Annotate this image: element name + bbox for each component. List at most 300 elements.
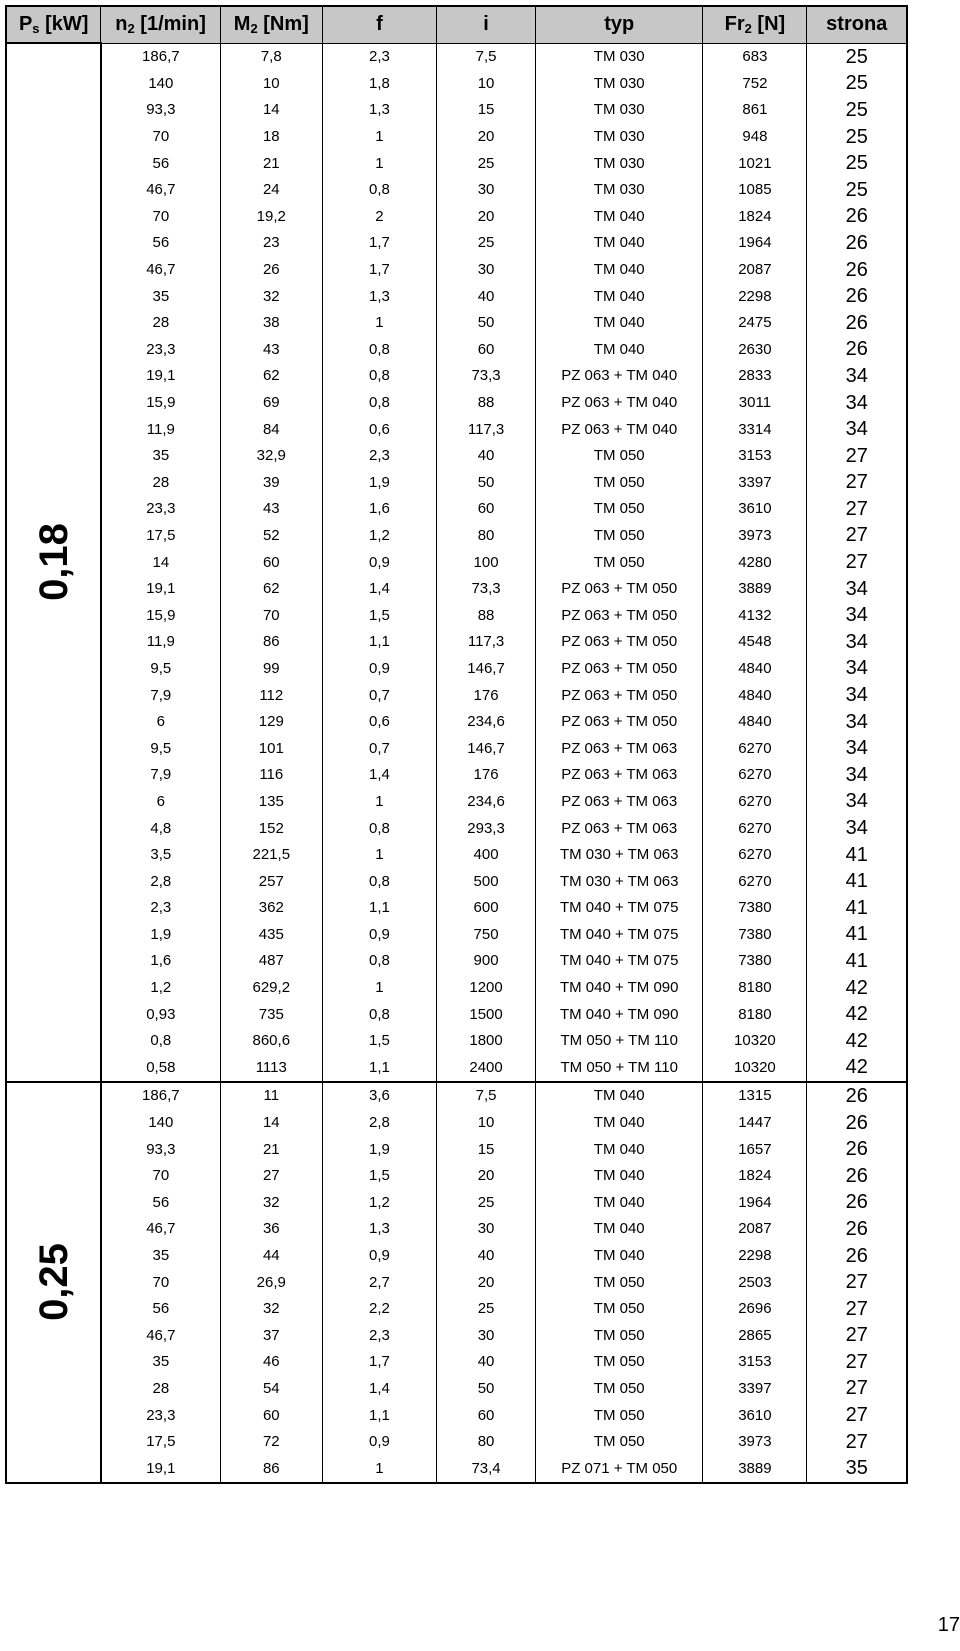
n2-cell: 17,5 <box>101 522 220 549</box>
typ-cell: TM 030 + TM 063 <box>536 841 703 868</box>
n2-cell: 23,3 <box>101 336 220 363</box>
table-row <box>6 1054 907 1082</box>
fr2-cell: 3889 <box>703 575 807 602</box>
table-body <box>6 43 907 1483</box>
power-group-label: 0,25 <box>31 1243 76 1322</box>
f-cell: 1,5 <box>322 602 436 629</box>
n2-cell: 28 <box>101 1375 220 1402</box>
f-cell: 0,8 <box>322 948 436 975</box>
f-cell: 0,8 <box>322 815 436 842</box>
strona-cell: 26 <box>807 230 907 257</box>
strona-cell: 27 <box>807 469 907 496</box>
table-row <box>6 1349 907 1376</box>
typ-cell: PZ 063 + TM 050 <box>536 629 703 656</box>
n2-cell: 28 <box>101 309 220 336</box>
fr2-cell: 6270 <box>703 815 807 842</box>
m2-cell: 735 <box>220 1001 322 1028</box>
table-row <box>6 1109 907 1136</box>
fr2-cell: 7380 <box>703 948 807 975</box>
f-cell: 2 <box>322 203 436 230</box>
fr2-cell: 4280 <box>703 549 807 576</box>
i-cell: 40 <box>437 1242 536 1269</box>
typ-cell: PZ 063 + TM 050 <box>536 682 703 709</box>
i-cell: 80 <box>437 1428 536 1455</box>
n2-cell: 186,7 <box>101 1082 220 1110</box>
strona-cell: 25 <box>807 70 907 97</box>
table-row <box>6 1322 907 1349</box>
fr2-cell: 3973 <box>703 522 807 549</box>
m2-cell: 257 <box>220 868 322 895</box>
typ-cell: TM 030 <box>536 123 703 150</box>
typ-cell: TM 040 <box>536 203 703 230</box>
m2-cell: 86 <box>220 629 322 656</box>
f-cell: 1 <box>322 150 436 177</box>
n2-cell: 7,9 <box>101 762 220 789</box>
f-cell: 1,1 <box>322 1402 436 1429</box>
m2-cell: 101 <box>220 735 322 762</box>
typ-cell: TM 040 + TM 075 <box>536 948 703 975</box>
typ-cell: PZ 063 + TM 063 <box>536 735 703 762</box>
fr2-cell: 6270 <box>703 788 807 815</box>
f-cell: 1 <box>322 841 436 868</box>
m2-cell: 52 <box>220 522 322 549</box>
m2-cell: 54 <box>220 1375 322 1402</box>
i-cell: 20 <box>437 1269 536 1296</box>
f-cell: 0,8 <box>322 868 436 895</box>
typ-cell: TM 040 + TM 075 <box>536 921 703 948</box>
m2-cell: 44 <box>220 1242 322 1269</box>
i-cell: 234,6 <box>437 788 536 815</box>
n2-cell: 11,9 <box>101 416 220 443</box>
i-cell: 7,5 <box>437 1082 536 1110</box>
table-row <box>6 629 907 656</box>
motor-gearbox-table <box>5 5 908 1484</box>
f-cell: 0,8 <box>322 363 436 390</box>
strona-cell: 34 <box>807 416 907 443</box>
typ-cell: TM 050 <box>536 496 703 523</box>
fr2-cell: 3397 <box>703 1375 807 1402</box>
i-cell: 73,4 <box>437 1455 536 1483</box>
fr2-cell: 3973 <box>703 1428 807 1455</box>
strona-cell: 26 <box>807 1162 907 1189</box>
f-cell: 2,8 <box>322 1109 436 1136</box>
fr2-cell: 861 <box>703 97 807 124</box>
strona-cell: 26 <box>807 1216 907 1243</box>
i-cell: 400 <box>437 841 536 868</box>
m2-cell: 32 <box>220 1189 322 1216</box>
i-cell: 15 <box>437 97 536 124</box>
fr2-cell: 3153 <box>703 1349 807 1376</box>
typ-cell: TM 040 <box>536 283 703 310</box>
n2-cell: 1,6 <box>101 948 220 975</box>
strona-cell: 42 <box>807 1001 907 1028</box>
f-cell: 0,9 <box>322 921 436 948</box>
n2-cell: 70 <box>101 203 220 230</box>
m2-cell: 26 <box>220 256 322 283</box>
table-row <box>6 868 907 895</box>
m2-cell: 21 <box>220 1136 322 1163</box>
f-cell: 2,2 <box>322 1295 436 1322</box>
table-row <box>6 1242 907 1269</box>
fr2-cell: 3153 <box>703 442 807 469</box>
typ-cell: PZ 063 + TM 040 <box>536 363 703 390</box>
i-cell: 40 <box>437 442 536 469</box>
table-row <box>6 1136 907 1163</box>
typ-cell: PZ 063 + TM 063 <box>536 762 703 789</box>
n2-cell: 23,3 <box>101 496 220 523</box>
table-row <box>6 1189 907 1216</box>
m2-cell: 27 <box>220 1162 322 1189</box>
typ-cell: TM 050 <box>536 1322 703 1349</box>
m2-cell: 362 <box>220 895 322 922</box>
typ-cell: TM 050 <box>536 1269 703 1296</box>
m2-cell: 152 <box>220 815 322 842</box>
n2-cell: 23,3 <box>101 1402 220 1429</box>
strona-cell: 34 <box>807 762 907 789</box>
typ-cell: TM 050 <box>536 522 703 549</box>
typ-cell: TM 030 <box>536 176 703 203</box>
n2-cell: 0,58 <box>101 1054 220 1082</box>
i-cell: 146,7 <box>437 735 536 762</box>
i-cell: 20 <box>437 1162 536 1189</box>
f-cell: 0,9 <box>322 1428 436 1455</box>
f-cell: 2,7 <box>322 1269 436 1296</box>
i-cell: 2400 <box>437 1054 536 1082</box>
i-cell: 25 <box>437 1189 536 1216</box>
i-cell: 50 <box>437 1375 536 1402</box>
n2-cell: 186,7 <box>101 43 220 70</box>
fr2-cell: 1824 <box>703 203 807 230</box>
strona-cell: 27 <box>807 1428 907 1455</box>
f-cell: 1,2 <box>322 1189 436 1216</box>
f-cell: 0,6 <box>322 708 436 735</box>
f-cell: 1,5 <box>322 1162 436 1189</box>
fr2-cell: 6270 <box>703 868 807 895</box>
n2-cell: 56 <box>101 230 220 257</box>
strona-cell: 42 <box>807 1054 907 1082</box>
table-row <box>6 522 907 549</box>
m2-cell: 62 <box>220 363 322 390</box>
m2-cell: 32 <box>220 1295 322 1322</box>
fr2-cell: 6270 <box>703 841 807 868</box>
table-row <box>6 123 907 150</box>
fr2-cell: 1824 <box>703 1162 807 1189</box>
m2-cell: 487 <box>220 948 322 975</box>
fr2-cell: 1964 <box>703 230 807 257</box>
i-cell: 20 <box>437 123 536 150</box>
typ-cell: TM 050 <box>536 549 703 576</box>
strona-cell: 26 <box>807 256 907 283</box>
i-cell: 30 <box>437 1216 536 1243</box>
strona-cell: 34 <box>807 363 907 390</box>
fr2-cell: 8180 <box>703 1001 807 1028</box>
fr2-cell: 3314 <box>703 416 807 443</box>
fr2-cell: 1657 <box>703 1136 807 1163</box>
typ-cell: PZ 063 + TM 050 <box>536 655 703 682</box>
strona-cell: 34 <box>807 682 907 709</box>
table-row <box>6 575 907 602</box>
f-cell: 1,5 <box>322 1027 436 1054</box>
i-cell: 1200 <box>437 974 536 1001</box>
strona-cell: 26 <box>807 336 907 363</box>
m2-cell: 37 <box>220 1322 322 1349</box>
f-cell: 1,9 <box>322 469 436 496</box>
strona-cell: 27 <box>807 1402 907 1429</box>
fr2-cell: 948 <box>703 123 807 150</box>
i-cell: 176 <box>437 682 536 709</box>
fr2-cell: 4840 <box>703 655 807 682</box>
i-cell: 88 <box>437 602 536 629</box>
f-cell: 1,7 <box>322 1349 436 1376</box>
typ-cell: PZ 063 + TM 063 <box>536 788 703 815</box>
f-cell: 0,8 <box>322 176 436 203</box>
strona-cell: 27 <box>807 1295 907 1322</box>
n2-cell: 19,1 <box>101 1455 220 1483</box>
typ-cell: TM 030 <box>536 150 703 177</box>
strona-cell: 26 <box>807 283 907 310</box>
typ-cell: TM 040 <box>536 336 703 363</box>
strona-cell: 26 <box>807 203 907 230</box>
typ-cell: TM 040 <box>536 1216 703 1243</box>
m2-cell: 629,2 <box>220 974 322 1001</box>
m2-cell: 23 <box>220 230 322 257</box>
n2-cell: 3,5 <box>101 841 220 868</box>
table-row <box>6 256 907 283</box>
m2-cell: 84 <box>220 416 322 443</box>
typ-cell: TM 050 <box>536 469 703 496</box>
table-row <box>6 230 907 257</box>
i-cell: 73,3 <box>437 575 536 602</box>
strona-cell: 27 <box>807 549 907 576</box>
typ-cell: TM 050 <box>536 1402 703 1429</box>
f-cell: 1 <box>322 974 436 1001</box>
typ-cell: TM 050 <box>536 1349 703 1376</box>
table-row <box>6 363 907 390</box>
f-cell: 1,9 <box>322 1136 436 1163</box>
i-cell: 1500 <box>437 1001 536 1028</box>
typ-cell: PZ 063 + TM 050 <box>536 575 703 602</box>
table-row <box>6 1001 907 1028</box>
f-cell: 1 <box>322 123 436 150</box>
f-cell: 2,3 <box>322 442 436 469</box>
fr2-cell: 2087 <box>703 1216 807 1243</box>
typ-cell: PZ 063 + TM 063 <box>536 815 703 842</box>
n2-cell: 56 <box>101 1189 220 1216</box>
i-cell: 40 <box>437 283 536 310</box>
i-cell: 146,7 <box>437 655 536 682</box>
table-row <box>6 735 907 762</box>
m2-cell: 860,6 <box>220 1027 322 1054</box>
f-cell: 1,3 <box>322 283 436 310</box>
typ-cell: TM 030 <box>536 97 703 124</box>
typ-cell: TM 030 <box>536 70 703 97</box>
i-cell: 100 <box>437 549 536 576</box>
power-group-cell <box>6 43 101 1082</box>
typ-cell: TM 050 + TM 110 <box>536 1027 703 1054</box>
strona-cell: 42 <box>807 1027 907 1054</box>
n2-cell: 56 <box>101 1295 220 1322</box>
strona-cell: 42 <box>807 974 907 1001</box>
f-cell: 0,7 <box>322 682 436 709</box>
n2-cell: 70 <box>101 1162 220 1189</box>
f-cell: 0,9 <box>322 549 436 576</box>
i-cell: 60 <box>437 496 536 523</box>
m2-cell: 39 <box>220 469 322 496</box>
fr2-cell: 2298 <box>703 283 807 310</box>
table-row <box>6 1162 907 1189</box>
strona-cell: 41 <box>807 921 907 948</box>
strona-cell: 26 <box>807 1082 907 1110</box>
typ-cell: PZ 063 + TM 050 <box>536 708 703 735</box>
n2-cell: 93,3 <box>101 97 220 124</box>
i-cell: 117,3 <box>437 629 536 656</box>
strona-cell: 25 <box>807 123 907 150</box>
f-cell: 1,2 <box>322 522 436 549</box>
m2-cell: 112 <box>220 682 322 709</box>
m2-cell: 14 <box>220 1109 322 1136</box>
fr2-cell: 2475 <box>703 309 807 336</box>
strona-cell: 26 <box>807 1242 907 1269</box>
strona-cell: 34 <box>807 389 907 416</box>
n2-cell: 35 <box>101 283 220 310</box>
fr2-cell: 6270 <box>703 735 807 762</box>
n2-cell: 28 <box>101 469 220 496</box>
fr2-cell: 752 <box>703 70 807 97</box>
typ-cell: TM 040 <box>536 230 703 257</box>
table-row <box>6 1375 907 1402</box>
m2-cell: 72 <box>220 1428 322 1455</box>
i-cell: 750 <box>437 921 536 948</box>
fr2-cell: 6270 <box>703 762 807 789</box>
f-cell: 1,4 <box>322 762 436 789</box>
table-row <box>6 1402 907 1429</box>
strona-cell: 34 <box>807 735 907 762</box>
strona-cell: 41 <box>807 948 907 975</box>
strona-cell: 26 <box>807 1189 907 1216</box>
typ-cell: PZ 063 + TM 040 <box>536 416 703 443</box>
i-cell: 10 <box>437 70 536 97</box>
strona-cell: 27 <box>807 522 907 549</box>
f-cell: 1,7 <box>322 256 436 283</box>
n2-cell: 17,5 <box>101 1428 220 1455</box>
typ-cell: TM 050 <box>536 1428 703 1455</box>
fr2-cell: 2630 <box>703 336 807 363</box>
fr2-cell: 1964 <box>703 1189 807 1216</box>
strona-cell: 25 <box>807 43 907 70</box>
m2-cell: 135 <box>220 788 322 815</box>
m2-cell: 18 <box>220 123 322 150</box>
n2-cell: 6 <box>101 708 220 735</box>
strona-cell: 26 <box>807 1136 907 1163</box>
header-row <box>6 6 907 43</box>
i-cell: 1800 <box>437 1027 536 1054</box>
i-cell: 30 <box>437 1322 536 1349</box>
f-cell: 2,3 <box>322 1322 436 1349</box>
m2-cell: 24 <box>220 176 322 203</box>
n2-cell: 140 <box>101 70 220 97</box>
strona-cell: 27 <box>807 442 907 469</box>
i-cell: 60 <box>437 1402 536 1429</box>
i-cell: 10 <box>437 1109 536 1136</box>
table-row <box>6 1455 907 1483</box>
m2-cell: 70 <box>220 602 322 629</box>
f-cell: 1,1 <box>322 895 436 922</box>
power-group-label: 0,18 <box>31 523 76 602</box>
typ-cell: PZ 071 + TM 050 <box>536 1455 703 1483</box>
table-row <box>6 655 907 682</box>
strona-cell: 34 <box>807 629 907 656</box>
strona-cell: 34 <box>807 788 907 815</box>
header-ps: $P_s$ [kW] <box>6 6 101 43</box>
n2-cell: 35 <box>101 442 220 469</box>
strona-cell: 27 <box>807 496 907 523</box>
n2-cell: 0,93 <box>101 1001 220 1028</box>
strona-cell: 34 <box>807 815 907 842</box>
typ-cell: TM 050 <box>536 1295 703 1322</box>
i-cell: 80 <box>437 522 536 549</box>
table-row <box>6 1027 907 1054</box>
f-cell: 1,7 <box>322 230 436 257</box>
table-row <box>6 1295 907 1322</box>
page-number: 17 <box>937 1614 960 1636</box>
n2-cell: 14 <box>101 549 220 576</box>
m2-cell: 435 <box>220 921 322 948</box>
typ-cell: TM 040 + TM 090 <box>536 1001 703 1028</box>
fr2-cell: 2087 <box>703 256 807 283</box>
fr2-cell: 683 <box>703 43 807 70</box>
m2-cell: 21 <box>220 150 322 177</box>
typ-cell: TM 030 <box>536 43 703 70</box>
table-row <box>6 150 907 177</box>
typ-cell: TM 050 <box>536 1375 703 1402</box>
fr2-cell: 7380 <box>703 921 807 948</box>
n2-cell: 1,9 <box>101 921 220 948</box>
i-cell: 176 <box>437 762 536 789</box>
fr2-cell: 1085 <box>703 176 807 203</box>
n2-cell: 46,7 <box>101 176 220 203</box>
typ-cell: TM 040 <box>536 309 703 336</box>
i-cell: 500 <box>437 868 536 895</box>
table-row <box>6 176 907 203</box>
n2-cell: 70 <box>101 1269 220 1296</box>
strona-cell: 26 <box>807 1109 907 1136</box>
strona-cell: 41 <box>807 841 907 868</box>
typ-cell: TM 030 + TM 063 <box>536 868 703 895</box>
m2-cell: 60 <box>220 1402 322 1429</box>
table-row <box>6 1428 907 1455</box>
fr2-cell: 2696 <box>703 1295 807 1322</box>
i-cell: 600 <box>437 895 536 922</box>
table-row <box>6 416 907 443</box>
n2-cell: 70 <box>101 123 220 150</box>
f-cell: 0,7 <box>322 735 436 762</box>
n2-cell: 35 <box>101 1349 220 1376</box>
fr2-cell: 8180 <box>703 974 807 1001</box>
n2-cell: 9,5 <box>101 735 220 762</box>
i-cell: 88 <box>437 389 536 416</box>
fr2-cell: 1021 <box>703 150 807 177</box>
typ-cell: TM 040 <box>536 1082 703 1110</box>
typ-cell: TM 040 <box>536 1242 703 1269</box>
m2-cell: 11 <box>220 1082 322 1110</box>
strona-cell: 34 <box>807 575 907 602</box>
f-cell: 1,1 <box>322 629 436 656</box>
typ-cell: TM 050 + TM 110 <box>536 1054 703 1082</box>
f-cell: 1,8 <box>322 70 436 97</box>
strona-cell: 27 <box>807 1269 907 1296</box>
m2-cell: 86 <box>220 1455 322 1483</box>
i-cell: 50 <box>437 309 536 336</box>
